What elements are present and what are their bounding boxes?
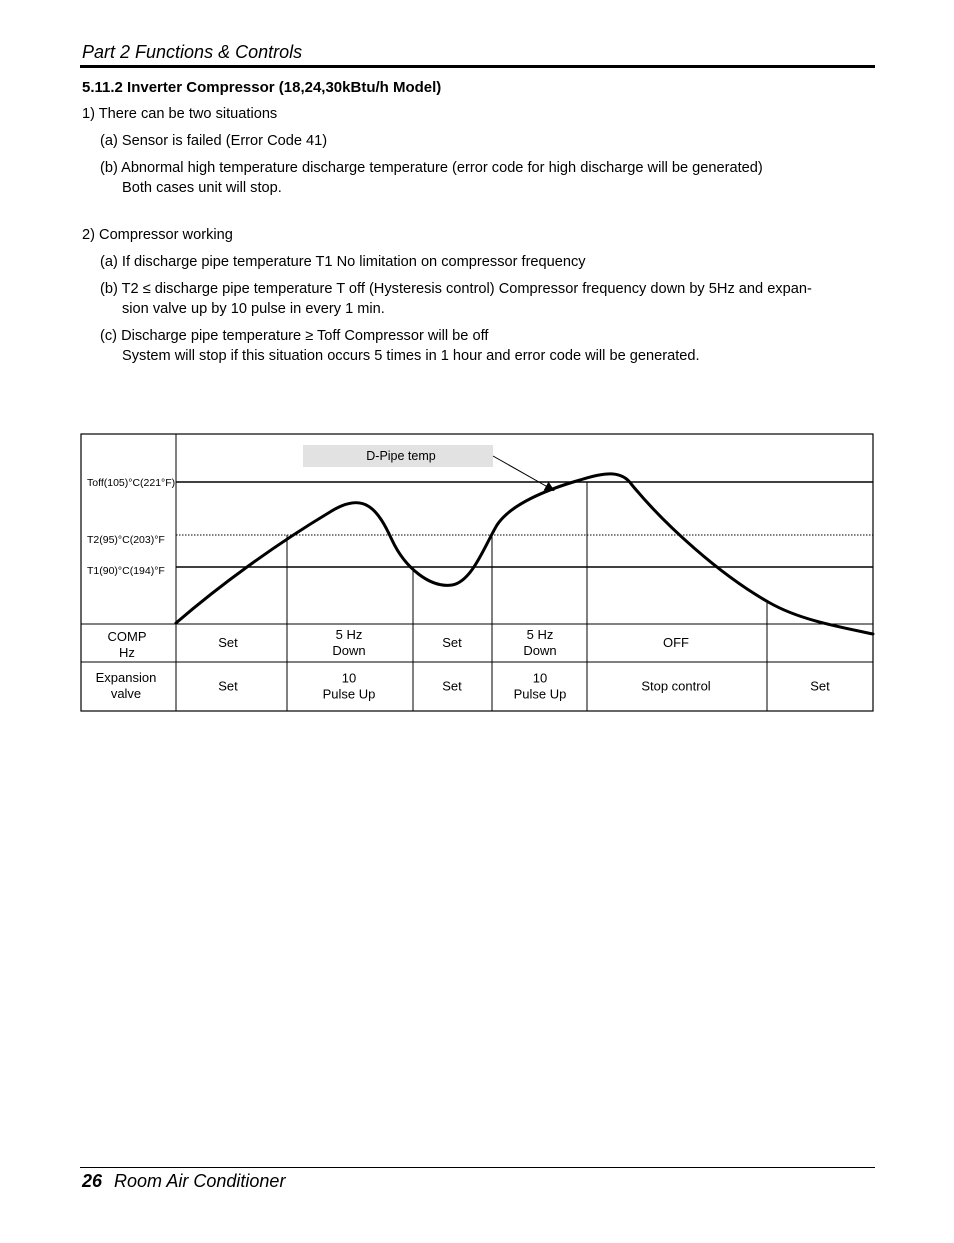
page-number: 26 (82, 1171, 103, 1191)
paragraph-2c-line1: (c) Discharge pipe temperature ≥ Toff Compressor will be off (100, 328, 489, 344)
paragraph-2b-line1: (b) T2 ≤ discharge pipe temperature T off (Hysteresis control) Compressor frequency down by 5Hz and expan- (100, 281, 812, 297)
t2-label: T2(95)°C(203)°F (87, 534, 165, 546)
footer-rule (80, 1167, 875, 1168)
comp-cell-2-line-0: Set (442, 635, 462, 650)
d-pipe-temp-callout-label: D-Pipe temp (366, 449, 436, 463)
diagram-frame (81, 434, 873, 711)
valve-cell-3-line-0: 10 (532, 670, 548, 686)
comp-cell-1-line-1: Down (332, 643, 366, 658)
valve-cell-5-line-0: Set (810, 678, 830, 694)
comp-cell-0-line-0: Set (218, 635, 238, 650)
comp-hz-label-line2: Hz (119, 645, 135, 660)
expansion-valve-label-line1: Expansion (95, 670, 157, 685)
paragraph-1a: (a) Sensor is failed (Error Code 41) (100, 133, 328, 149)
discharge-temperature-curve (176, 474, 873, 634)
paragraph-1b-line1: (b) Abnormal high temperature discharge temperature (error code for high discharge will be generated) (100, 160, 763, 176)
valve-cell-3-line-1: Pulse Up (513, 686, 567, 702)
comp-cell-3-line-0: 5 Hz (526, 627, 554, 642)
comp-row-cells (218, 627, 689, 658)
comp-cell-4-line-0: OFF (663, 635, 689, 650)
valve-cell-2-line-0: Set (442, 678, 462, 694)
comp-cell-1-line-0: 5 Hz (335, 627, 363, 642)
paragraph-2a: (a) If discharge pipe temperature T1 No limitation on compressor frequency (100, 254, 586, 270)
comp-cell-3-line-1: Down (523, 643, 557, 658)
page-footer (82, 1171, 285, 1192)
running-header: Part 2 Functions & Controls (82, 42, 303, 62)
toff-label: Toff(105)°C(221°F) (87, 477, 176, 489)
footer-title: Room Air Conditioner (114, 1171, 286, 1191)
valve-cell-1-line-0: 10 (341, 670, 357, 686)
paragraph-2c-line2: System will stop if this situation occurs 5 times in 1 hour and error code will be generated. (122, 348, 700, 364)
paragraph-2b-line2: sion valve up by 10 pulse in every 1 min. (122, 301, 385, 317)
valve-cell-0-line-0: Set (218, 678, 238, 694)
paragraph-1b-line2: Both cases unit will stop. (122, 180, 282, 196)
expansion-valve-label-line2: valve (110, 686, 142, 701)
paragraph-2: 2) Compressor working (82, 227, 233, 243)
callout-arrow (493, 456, 553, 490)
valve-row-cells (218, 671, 830, 702)
section-title: 5.11.2 Inverter Compressor (18,24,30kBtu/h Model) (82, 79, 442, 96)
comp-hz-label-line1: COMP (107, 629, 147, 644)
paragraph-1: 1) There can be two situations (82, 106, 278, 122)
t1-label: T1(90)°C(194)°F (87, 565, 165, 577)
valve-cell-1-line-1: Pulse Up (322, 686, 376, 702)
valve-cell-4-line-0: Stop control (641, 678, 711, 694)
